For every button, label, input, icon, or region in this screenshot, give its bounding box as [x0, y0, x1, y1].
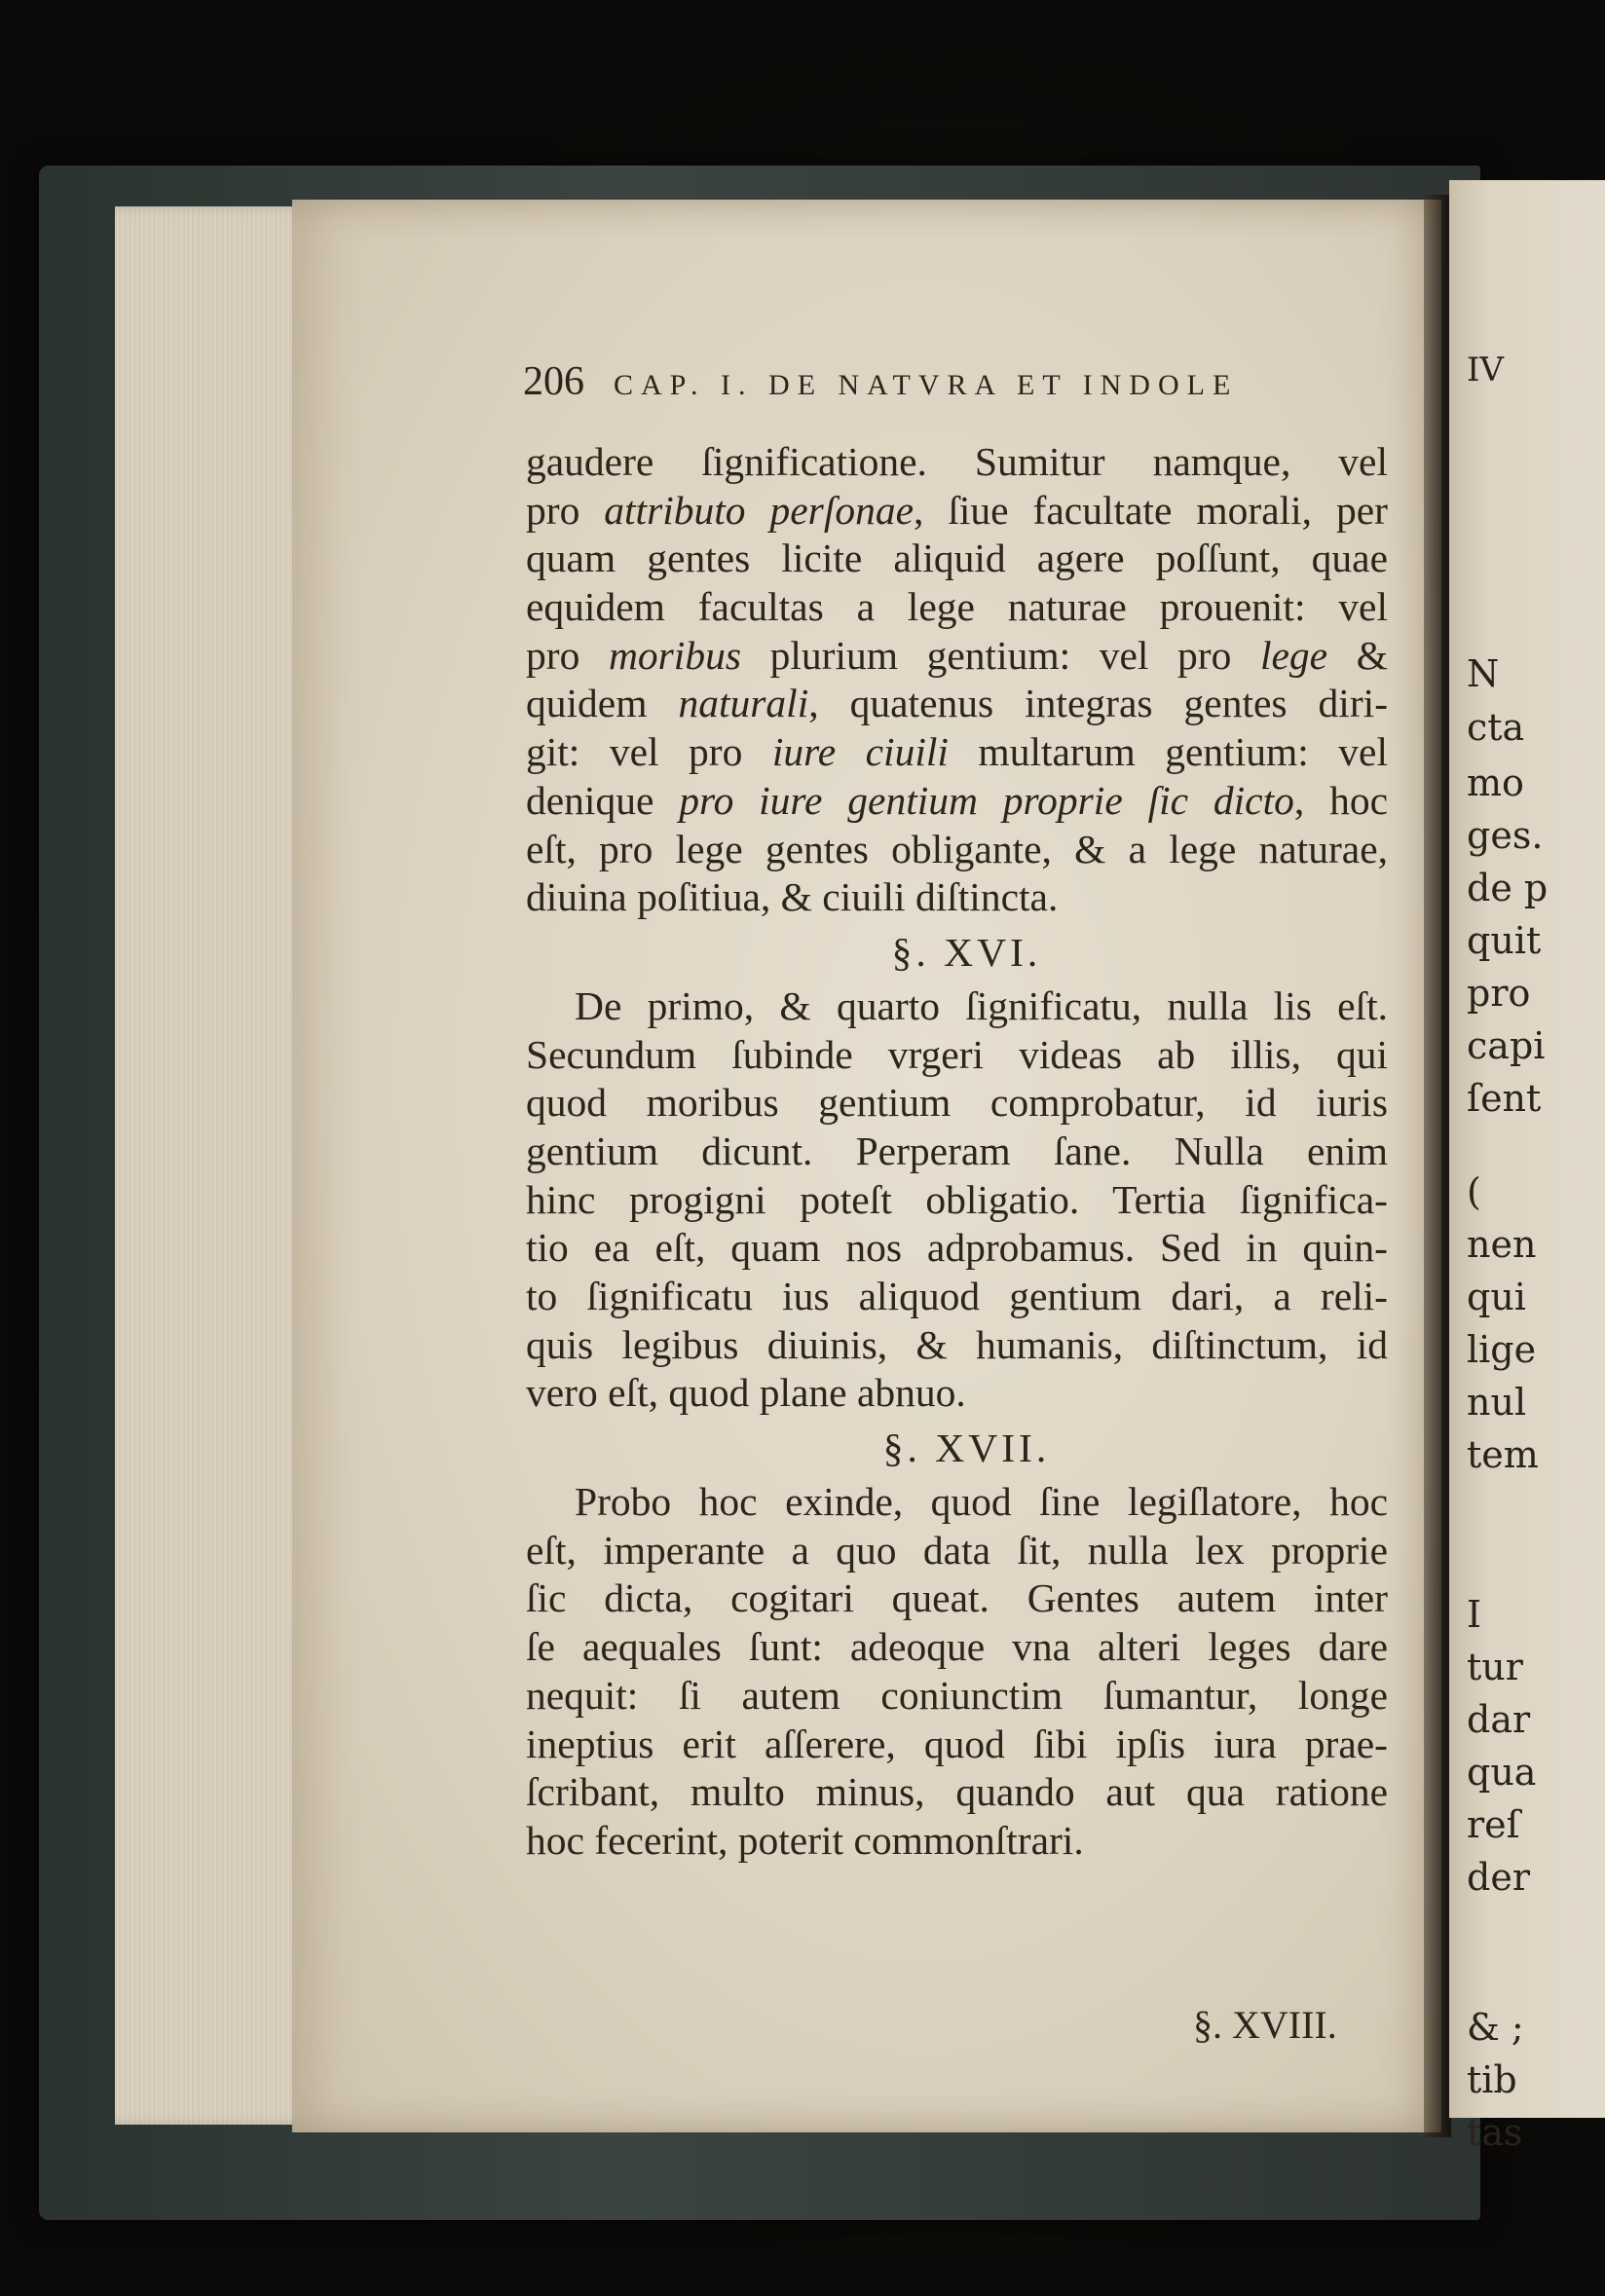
text-line: tio ea eſt, quam nos adprobamus. Sed in quin- — [526, 1225, 1388, 1271]
section-heading-17: §. XVII. — [882, 1426, 1051, 1471]
text-line: pro moribus plurium gentium: vel pro lege & — [526, 632, 1388, 678]
facing-page-fragment: nul — [1467, 1381, 1527, 1424]
text-line: gaudere ſignificatione. Sumitur namque, vel — [526, 439, 1388, 484]
text-line: denique pro iure gentium proprie ſic dicto, hoc — [526, 777, 1388, 823]
facing-page-fragment: mo — [1467, 761, 1524, 804]
facing-page-fragment: dar — [1467, 1698, 1531, 1741]
italic-term: pro iure gentium proprie ſic dicto — [679, 777, 1294, 823]
text-line: nequit: ſi autem coniunctim ſumantur, longe — [526, 1672, 1388, 1718]
text-line: vero eſt, quod plane abnuo. — [526, 1370, 966, 1416]
facing-page-fragment: reſ — [1467, 1803, 1520, 1846]
text-line: diuina poſitiua, & ciuili diſtincta. — [526, 874, 1059, 920]
facing-page-fragment: capi — [1467, 1024, 1546, 1067]
facing-page-fragment: ( — [1467, 1170, 1481, 1213]
text-block — [526, 438, 1388, 1866]
text-line: equidem facultas a lege naturae prouenit: vel — [526, 584, 1388, 630]
facing-page-fragment: N — [1467, 652, 1500, 695]
text-line: quod moribus gentium comprobatur, id iuris — [526, 1080, 1388, 1126]
text-line: De primo, & quarto ſignificatu, nulla lis eſt. — [575, 982, 1388, 1028]
facing-page-fragment: tas — [1467, 2111, 1523, 2154]
text-line: ineptius erit aſſerere, quod ſibi ipſis iura prae- — [526, 1721, 1388, 1766]
section-heading-16: §. XVI. — [891, 929, 1042, 975]
facing-page-fragment: & ; — [1467, 2006, 1524, 2049]
text-line: Secundum ſubinde vrgeri videas ab illis, qui — [526, 1031, 1388, 1077]
text-line: quis legibus diuinis, & humanis, diſtinctum, id — [526, 1321, 1388, 1367]
facing-page-fragment: tur — [1467, 1646, 1523, 1688]
facing-page-fragment: pro — [1467, 972, 1531, 1015]
facing-page-fragment: tib — [1467, 2058, 1517, 2101]
text-line: quidem naturali, quatenus integras gentes diri- — [526, 681, 1389, 726]
text-line: hoc fecerint, poterit commonſtrari. — [526, 1817, 1084, 1863]
facing-page-fragment: ges. — [1467, 814, 1544, 857]
text-line: pro attributo perſonae, ſiue facultate morali, per — [526, 487, 1388, 533]
italic-term: lege — [1259, 632, 1328, 678]
page-number: 206 — [523, 359, 584, 404]
facing-page-fragment: tem — [1467, 1433, 1539, 1476]
text-line: eſt, pro lege gentes obligante, & a lege naturae, — [526, 826, 1388, 871]
text-line: gentium dicunt. Perperam ſane. Nulla enim — [526, 1128, 1388, 1173]
text-line: Probo hoc exinde, quod ſine legiſlatore, hoc — [575, 1479, 1388, 1525]
text-line: quam gentes licite aliquid agere poſſunt, quae — [526, 536, 1388, 581]
facing-page-header: IV — [1467, 351, 1504, 389]
facing-page-fragment: quit — [1467, 919, 1542, 962]
facing-page — [1449, 180, 1605, 2154]
text-line: git: vel pro iure ciuili multarum gentium: vel — [526, 729, 1388, 775]
facing-page-fragment: de p — [1467, 867, 1549, 909]
italic-term: attributo perſonae — [604, 487, 914, 533]
facing-page-fragment: nen — [1467, 1223, 1537, 1266]
facing-page-fragment: cta — [1467, 706, 1525, 749]
running-head — [523, 358, 1238, 405]
text-line: ſcribant, multo minus, quando aut qua ratione — [526, 1769, 1388, 1815]
book-gutter — [1424, 195, 1451, 2137]
italic-term: iure ciuili — [771, 729, 949, 775]
facing-page-fragment: I — [1467, 1593, 1482, 1636]
facing-page-fragment: ſent — [1467, 1077, 1542, 1120]
catchword: §. XVIII. — [1193, 2003, 1337, 2047]
running-head-title: CAP. I. DE NATVRA ET INDOLE — [614, 369, 1239, 401]
text-line: hinc progigni poteſt obligatio. Tertia ſignifica- — [526, 1176, 1388, 1222]
facing-page-fragment: qui — [1467, 1276, 1526, 1318]
text-line: eſt, imperante a quo data ſit, nulla lex proprie — [526, 1527, 1388, 1573]
facing-page-fragment: qua — [1467, 1751, 1537, 1794]
facing-page-fragment: der — [1467, 1856, 1530, 1899]
text-line: ſe aequales ſunt: adeoque vna alteri leges dare — [526, 1624, 1388, 1670]
italic-term: moribus — [608, 632, 741, 678]
facing-page-fragment: lige — [1467, 1328, 1537, 1371]
italic-term: naturali — [678, 681, 809, 726]
text-line: ſic dicta, cogitari queat. Gentes autem inter — [526, 1575, 1388, 1621]
text-line: to ſignificatu ius aliquod gentium dari, a reli- — [526, 1274, 1388, 1318]
